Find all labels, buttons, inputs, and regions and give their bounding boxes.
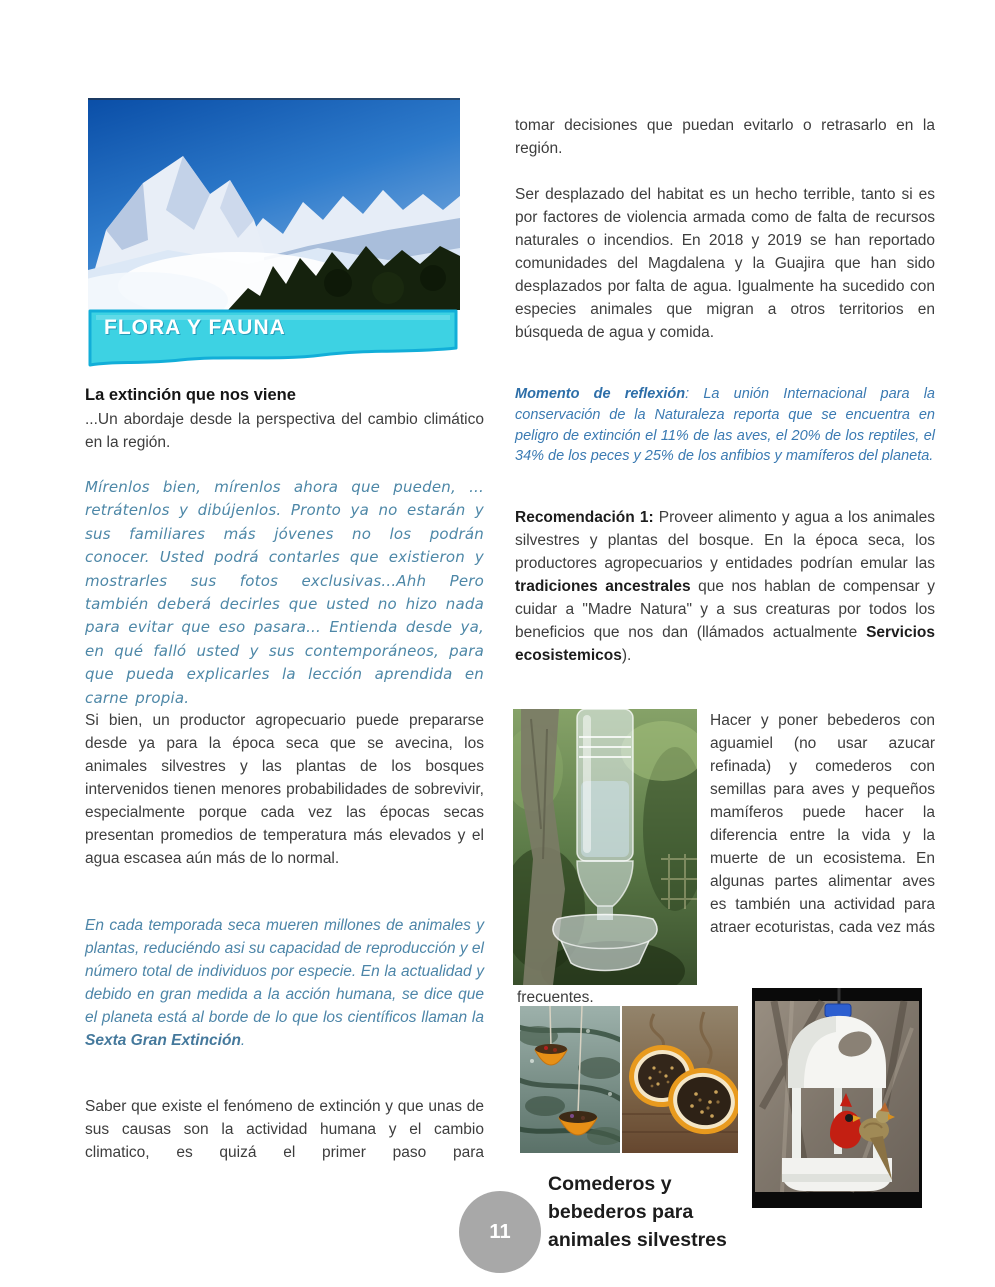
reflection-note	[515, 384, 935, 467]
paragraph-tomar: tomar decisiones que puedan evitarlo o retrasarlo en la región.	[515, 117, 935, 157]
jug-feeder-photo	[752, 988, 922, 1208]
mountain-landscape-photo	[88, 98, 460, 310]
page-number-badge	[459, 1191, 541, 1273]
reflection-text: : La unión Internacional para la conservación de la Naturaleza reporta que se encuentra en peligro de extinción el 11% de las aves, el 20% de los reptiles, el 34% de los peces y 25% de los anfibios y mamíferos del planeta.	[515, 386, 935, 465]
recommendation-text-2: que nos hablan de compensar y cuidar a "Madre Natura" y a sus creaturas por todos los beneficios que nos dan (llámados actualmente	[515, 578, 936, 641]
recommendation-text-1: Proveer alimento y agua a los animales silvestres y plantas del bosque. En la época seca, los productores agropecuarios y entidades podrían emular las	[515, 509, 935, 572]
reflection-label: Momento de reflexión	[515, 386, 686, 402]
bottle-waterer-photo	[513, 709, 697, 985]
paragraph-en-cada-text: En cada temporada seca mueren millones de animales y plantas, reduciéndo asi su capacidad de reproducción y el número total de individuos por especie. En la actualidad y debido en gran medida a la acción humana, se dice que el planeta está al borde de lo que los científicos llaman la	[85, 917, 484, 1026]
paragraph-feeders-continuation: frecuentes.	[517, 989, 594, 1006]
recommendation-text-3: ).	[621, 647, 632, 664]
paragraph-feeders: Hacer y poner bebederos con aguamiel (no usar azucar refinada) y comederos con semillas para aves y pequeños mamíferos puede hacer la diferencia entre la vida y la muerte de un ecosistema. En algunas partes alimentar aves es también una actividad para atraer ecoturistas, cada vez más	[710, 712, 935, 936]
recommendation-1	[515, 506, 935, 667]
article-subheading: ...Un abordaje desde la perspectiva del cambio climático en la región.	[85, 411, 484, 451]
servicios-ecosistemicos-bold: Servicios ecosistemicos	[515, 624, 935, 664]
flora-fauna-banner	[88, 308, 458, 370]
sexta-gran-extincion-bold: Sexta Gran Extinción	[85, 1032, 241, 1049]
tradiciones-ancestrales-bold: tradiciones ancestrales	[515, 578, 691, 595]
paragraph-saber: Saber que existe el fenómeno de extinción y que unas de sus causas son la actividad humana y el cambio climatico, es quizá el primer paso para	[85, 1098, 484, 1161]
article-heading: La extinción que nos viene	[85, 386, 296, 404]
recommendation-label: Recomendación 1:	[515, 509, 654, 526]
paragraph-en-cada-period: .	[240, 1032, 246, 1049]
paragraph-si-bien: Si bien, un productor agropecuario puede prepararse desde ya para la época seca que se avecina, los animales silvestres y las plantas de los bosques intervenidos tienen menores probabilidades de sobrevivir, especialmente porque cada vez las épocas secas presentan promedios de temperatura más elevados y el agua escasea aún más de lo normal.	[85, 712, 484, 867]
banner-title: FLORA Y FAUNA	[104, 316, 286, 339]
orange-feeder-photo	[520, 1006, 620, 1153]
orange-halves-seeds-photo	[622, 1006, 738, 1153]
handwritten-note: Mírenlos bien, mírenlos ahora que pueden, ... retrátenlos y dibújenlos. Pronto ya no estarán y sus familiares más jóvenes no los podrán conocer. Usted podrá contarles que existieron y mostrarles sus fotos exclusivas...Ahh Pero también deberá decirles que usted no hizo nada para evitar que eso pasara... Entienda desde ya, en qué falló usted y sus contemporáneos, para que pueda explicarles la lección aprendida en carne propia.	[85, 478, 484, 707]
feeder-section	[513, 709, 935, 985]
paragraph-en-cada	[85, 914, 484, 1052]
photo-caption: Comederos y bebederos para animales silvestres	[548, 1173, 727, 1251]
page-number: 11	[489, 1220, 511, 1243]
paragraph-desplazado: Ser desplazado del habitat es un hecho terrible, tanto si es por factores de violencia armada como de falta de recursos naturales o incendios. En 2018 y 2019 se han reportado comunidades del Magdalena y la Guajira que han sido desplazados por falta de agua. Igualmente ha sucedido con especies animales que migran a otros territorios en búsqueda de agua y comida.	[515, 186, 935, 341]
